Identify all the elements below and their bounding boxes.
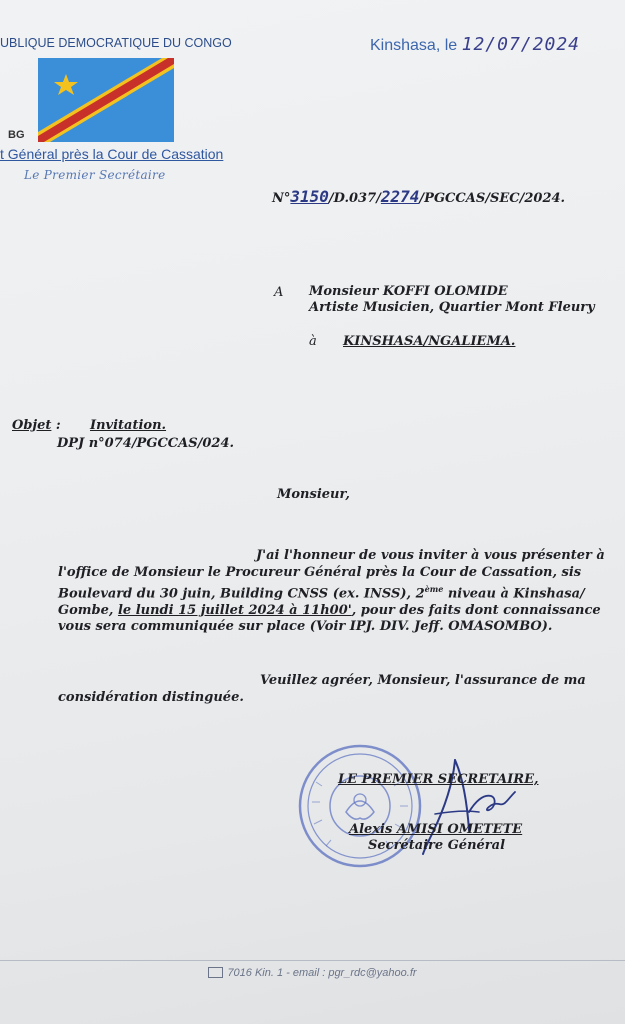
bg-label: BG — [8, 129, 25, 141]
republic-heading: UBLIQUE DEMOCRATIQUE DU CONGO — [0, 36, 232, 50]
body-part2: niveau à Kinshasa/ Gombe, — [58, 586, 585, 618]
addressee-city: KINSHASA/NGALIEMA. — [343, 334, 516, 349]
subject-separator: : — [51, 418, 61, 433]
reference-number2-handwritten: 2274 — [380, 187, 420, 206]
signatory-title: LE PREMIER SECRETAIRE, — [338, 772, 539, 787]
subject-value: Invitation. — [90, 418, 167, 433]
handwritten-date: 12/07/2024 — [461, 34, 580, 55]
body-date-underlined: le lundi 15 juillet 2024 à 11h00' — [117, 602, 352, 618]
footer-text: 7016 Kin. 1 - email : pgr_rdc@yahoo.fr — [227, 967, 417, 979]
body-superscript: ème — [424, 584, 444, 594]
reference-prefix: N° — [272, 191, 291, 206]
body-paragraph — [58, 548, 605, 636]
body-part3: , pour des faits dont connaissance vous sera communiquée sur place (Voir IPJ. DIV. Jeff. OMASOMBO). — [58, 602, 601, 635]
subject-label-text: Objet — [12, 418, 52, 433]
footer-contact — [0, 967, 625, 979]
reference-middle: /D.037/ — [328, 191, 381, 206]
closing-text: Veuillez agréer, Monsieur, l'assurance de ma considération distinguée. — [58, 673, 586, 705]
footer-divider — [0, 960, 625, 961]
drc-flag-emblem — [38, 58, 174, 142]
mail-icon — [208, 967, 223, 978]
place-prefix: Kinshasa, le — [370, 37, 458, 54]
signatory-role: Secrétaire Général — [368, 838, 506, 853]
addressee-title: Artiste Musicien, Quartier Mont Fleury — [309, 300, 595, 315]
addressee-at-marker: à — [309, 334, 317, 349]
salutation: Monsieur, — [277, 487, 350, 502]
subject-label — [12, 418, 61, 433]
reference-line — [272, 187, 565, 206]
reference-suffix: /PGCCAS/SEC/2024. — [419, 191, 566, 206]
reference-number-handwritten: 3150 — [290, 187, 329, 206]
addressee-marker: A — [274, 285, 284, 300]
signatory-name: Alexis AMISI OMETETE — [349, 822, 523, 837]
secretary-stamp-text: Le Premier Secrétaire — [24, 168, 166, 182]
place-date — [370, 34, 580, 55]
subject-dpj: DPJ n°074/PGCCAS/024. — [57, 436, 235, 451]
closing-paragraph — [58, 673, 605, 706]
office-heading: t Général près la Cour de Cassation — [0, 146, 224, 162]
body-part1: J'ai l'honneur de vous inviter à vous présenter à l'office de Monsieur le Procureur Général près la Cour de Cassation, sis Boulevard du 30 juin, Building CNSS (ex. INSS), 2 — [58, 548, 605, 602]
addressee-name: Monsieur KOFFI OLOMIDE — [309, 284, 508, 299]
